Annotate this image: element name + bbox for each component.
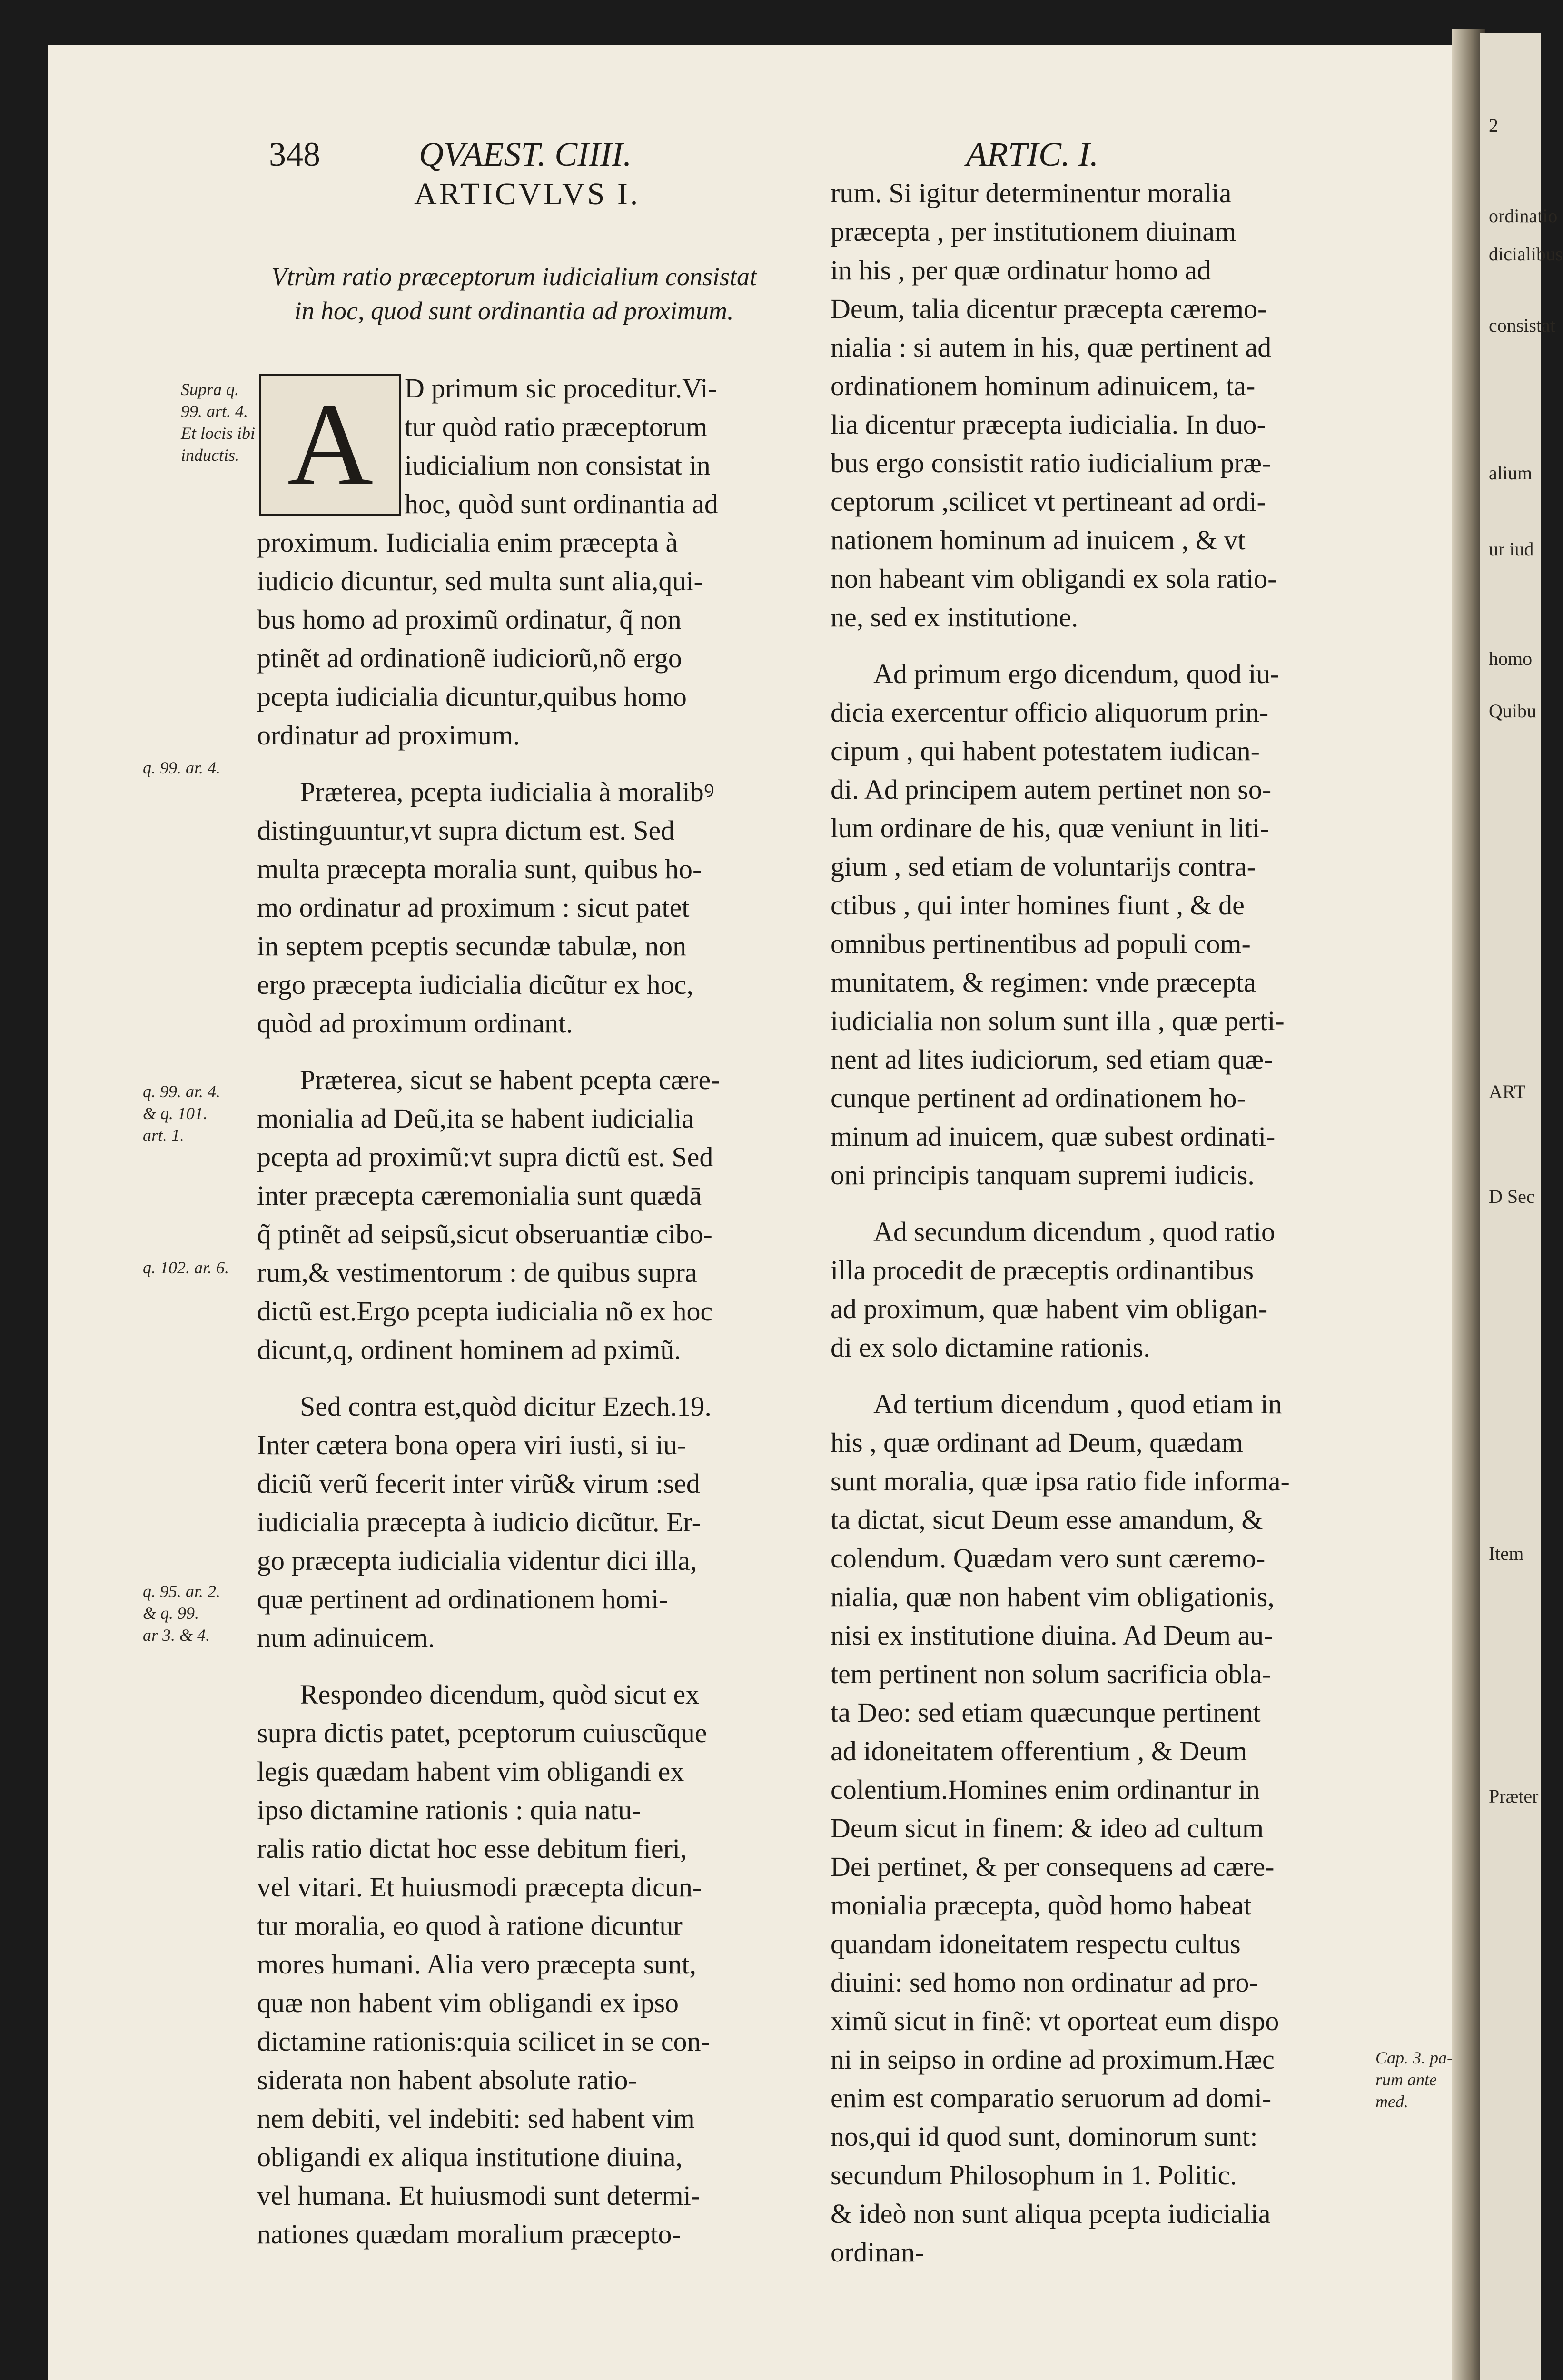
margin-note: q. 95. ar. 2. & q. 99. ar 3. & 4. bbox=[143, 1582, 221, 1645]
article-subtitle: Vtrùm ratio præceptorum iudicialium consistat in hoc, quod sunt ordinantia ad proximum. bbox=[271, 262, 757, 325]
text-line: cunque pertinent ad ordinationem ho- bbox=[831, 1082, 1246, 1113]
text-line: iudicio dicuntur, sed multa sunt alia,qui- bbox=[257, 565, 703, 596]
running-head-left: QVAEST. CIIII. bbox=[419, 135, 632, 173]
text-line: Ad secundum dicendum , quod ratio bbox=[873, 1216, 1276, 1247]
text-line: dictamine rationis:quia scilicet in se con- bbox=[257, 2026, 710, 2057]
text-line: nialia, quæ non habent vim obligationis, bbox=[831, 1581, 1275, 1612]
text-line: Deum sicut in finem: & ideo ad cultum bbox=[831, 1813, 1264, 1844]
facing-page-fragment: ordinatio bbox=[1489, 205, 1558, 227]
text-line: sunt moralia, quæ ipsa ratio fide informa- bbox=[831, 1466, 1290, 1497]
margin-note: Cap. 3. pa- rum ante med. bbox=[1375, 2048, 1453, 2111]
text-line: dicunt,q, ordinent hominem ad pximũ. bbox=[257, 1334, 681, 1365]
text-line: quæ non habent vim obligandi ex ipso bbox=[257, 1987, 679, 2018]
text-line: oni principis tanquam supremi iudicis. bbox=[831, 1160, 1255, 1190]
text-line: ceptorum ,scilicet vt pertineant ad ordi- bbox=[831, 486, 1266, 517]
text-line: vel vitari. Et huiusmodi præcepta dicun- bbox=[257, 1872, 702, 1903]
margin-note: q. 99. ar. 4. bbox=[143, 758, 221, 777]
text-line: ni in seipso in ordine ad proximum.Hæc bbox=[831, 2044, 1275, 2075]
text-line: nationem hominum ad inuicem , & vt bbox=[831, 525, 1246, 555]
text-line: ne, sed ex institutione. bbox=[831, 602, 1078, 633]
text-line: inter præcepta cæremonialia sunt quædā bbox=[257, 1180, 702, 1211]
text-line: quæ pertinent ad ordinationem homi- bbox=[257, 1584, 668, 1615]
text-line: D primum sic proceditur.Vi- bbox=[405, 373, 717, 404]
text-line: ad proximum, quæ habent vim obligan- bbox=[831, 1293, 1268, 1324]
text-line: quòd ad proximum ordinant. bbox=[257, 1008, 573, 1039]
text-line: legis quædam habent vim obligandi ex bbox=[257, 1756, 684, 1787]
text-line: Præterea, pcepta iudicialia à moralibꝰ bbox=[300, 776, 714, 807]
facing-page-fragment: dicialibus bbox=[1489, 243, 1563, 265]
text-line: colendum. Quædam vero sunt cæremo- bbox=[831, 1543, 1266, 1574]
text-line: nent ad lites iudiciorum, sed etiam quæ- bbox=[831, 1044, 1273, 1075]
left-text-column bbox=[257, 369, 800, 2253]
facing-page-fragment: Item bbox=[1489, 1543, 1524, 1564]
text-line: ta dictat, sicut Deum esse amandum, & bbox=[831, 1504, 1263, 1535]
text-line: præcepta , per institutionem diuinam bbox=[831, 216, 1237, 247]
text-line: obligandi ex aliqua institutione diuina, bbox=[257, 2142, 683, 2172]
text-line: ordinationem hominum adinuicem, ta- bbox=[831, 370, 1256, 401]
text-line: supra dictis patet, pceptorum cuiuscũque bbox=[257, 1717, 707, 1748]
text-line: tur moralia, eo quod à ratione dicuntur bbox=[257, 1910, 683, 1941]
text-line: Sed contra est,quòd dicitur Ezech.19. bbox=[300, 1391, 712, 1422]
text-line: monialia præcepta, quòd homo habeat bbox=[831, 1890, 1252, 1921]
text-line: ptinẽt ad ordinationẽ iudiciorũ,nõ ergo bbox=[257, 643, 682, 674]
text-line: diciũ verũ fecerit inter virũ& virum :sed bbox=[257, 1468, 700, 1499]
text-line: iudicialia non solum sunt illa , quæ perti- bbox=[831, 1005, 1285, 1036]
text-line: illa procedit de præceptis ordinantibus bbox=[831, 1255, 1254, 1286]
text-line: nisi ex institutione diuina. Ad Deum au- bbox=[831, 1620, 1273, 1651]
page-number: 348 bbox=[269, 135, 320, 173]
text-line: nationes quædam moralium præcepto- bbox=[257, 2219, 681, 2250]
margin-note: q. 102. ar. 6. bbox=[143, 1258, 229, 1277]
text-line: iudicialia præcepta à iudicio dicũtur. Er- bbox=[257, 1507, 701, 1537]
article-heading: ARTICVLVS I. bbox=[414, 177, 641, 211]
text-line: ordinan- bbox=[831, 2237, 924, 2268]
text-line: ergo præcepta iudicialia dicũtur ex hoc, bbox=[257, 969, 693, 1000]
text-line: tur quòd ratio præceptorum bbox=[405, 411, 708, 442]
text-line: diuini: sed homo non ordinatur ad pro- bbox=[831, 1967, 1258, 1998]
facing-page-fragment: 2 bbox=[1489, 115, 1498, 136]
text-line: distinguuntur,vt supra dictum est. Sed bbox=[257, 815, 675, 846]
text-line: munitatem, & regimen: vnde præcepta bbox=[831, 967, 1256, 998]
text-line: Deum, talia dicentur præcepta cæremo- bbox=[831, 293, 1267, 324]
text-line: minum ad inuicem, quæ subest ordinati- bbox=[831, 1121, 1276, 1152]
text-line: multa præcepta moralia sunt, quibus ho- bbox=[257, 853, 702, 884]
initial-letter: A bbox=[287, 378, 374, 510]
text-line: in septem pceptis secundæ tabulæ, non bbox=[257, 931, 687, 962]
facing-page-fragment: Quibu bbox=[1489, 700, 1536, 722]
text-line: tem pertinent non solum sacrificia obla- bbox=[831, 1658, 1272, 1689]
text-line: ipso dictamine rationis : quia natu- bbox=[257, 1795, 641, 1825]
facing-page-fragment: ART bbox=[1489, 1081, 1526, 1102]
text-line: nem debiti, vel indebiti: sed habent vim bbox=[257, 2103, 695, 2134]
text-line: vel humana. Et huiusmodi sunt determi- bbox=[257, 2180, 701, 2211]
text-line: his , quæ ordinant ad Deum, quædam bbox=[831, 1427, 1243, 1458]
text-line: Ad primum ergo dicendum, quod iu- bbox=[873, 658, 1279, 689]
text-line: ximũ sicut in finẽ: vt oporteat eum dispo bbox=[831, 2005, 1279, 2036]
text-line: enim est comparatio seruorum ad domi- bbox=[831, 2082, 1272, 2113]
text-line: pcepta ad proximũ:vt supra dictũ est. Sed bbox=[257, 1141, 713, 1172]
text-line: proximum. Iudicialia enim præcepta à bbox=[257, 527, 678, 558]
text-line: colentium.Homines enim ordinantur in bbox=[831, 1774, 1260, 1805]
text-line: lia dicentur præcepta iudicialia. In duo- bbox=[831, 409, 1266, 440]
facing-page-fragment: Præter bbox=[1489, 1785, 1539, 1807]
text-line: Respondeo dicendum, quòd sicut ex bbox=[300, 1679, 700, 1710]
facing-page-fragment: consistat bbox=[1489, 315, 1555, 336]
text-line: dicia exercentur officio aliquorum prin- bbox=[831, 697, 1269, 728]
text-line: Ad tertium dicendum , quod etiam in bbox=[873, 1388, 1282, 1419]
text-line: gium , sed etiam de voluntarijs contra- bbox=[831, 851, 1256, 882]
text-line: in his , per quæ ordinatur homo ad bbox=[831, 255, 1211, 286]
text-line: bus ergo consistit ratio iudicialium præ- bbox=[831, 447, 1271, 478]
text-line: quandam idoneitatem respectu cultus bbox=[831, 1928, 1241, 1959]
text-line: rum. Si igitur determinentur moralia bbox=[831, 178, 1232, 208]
facing-page-fragment: ur iud bbox=[1489, 538, 1534, 560]
facing-page-fragment: alium bbox=[1489, 462, 1533, 484]
text-line: cipum , qui habent potestatem iudican- bbox=[831, 735, 1260, 766]
text-line: nialia : si autem in his, quæ pertinent ad bbox=[831, 332, 1272, 363]
text-line: mores humani. Alia vero præcepta sunt, bbox=[257, 1949, 696, 1980]
text-line: ad idoneitatem offerentium , & Deum bbox=[831, 1735, 1247, 1766]
right-text-column bbox=[831, 174, 1364, 2271]
text-line: lum ordinare de his, quæ veniunt in liti- bbox=[831, 813, 1269, 843]
text-line: rum,& vestimentorum : de quibus supra bbox=[257, 1257, 697, 1288]
text-line: hoc, quòd sunt ordinantia ad bbox=[405, 488, 718, 519]
text-line: Dei pertinet, & per consequens ad cære- bbox=[831, 1851, 1275, 1882]
text-line: omnibus pertinentibus ad populi com- bbox=[831, 928, 1251, 959]
text-line: ralis ratio dictat hoc esse debitum fieri, bbox=[257, 1833, 687, 1864]
facing-page-fragment: homo bbox=[1489, 648, 1533, 669]
text-line: q̃ ptinẽt ad seipsũ,sicut obseruantiæ cibo- bbox=[257, 1219, 712, 1250]
text-line: pcepta iudicialia dicuntur,quibus homo bbox=[257, 681, 687, 712]
margin-note: q. 99. ar. 4. & q. 101. art. 1. bbox=[143, 1082, 221, 1145]
facing-page-edge bbox=[1480, 33, 1563, 2380]
text-line: secundum Philosophum in 1. Politic. bbox=[831, 2160, 1237, 2191]
text-line: mo ordinatur ad proximum : sicut patet bbox=[257, 892, 690, 923]
text-line: dictũ est.Ergo pcepta iudicialia nõ ex hoc bbox=[257, 1296, 713, 1327]
facing-page-fragment: D Sec bbox=[1489, 1186, 1535, 1207]
text-line: num adinuicem. bbox=[257, 1622, 435, 1653]
text-line: bus homo ad proximũ ordinatur, q̃ non bbox=[257, 604, 682, 635]
text-line: di. Ad principem autem pertinet non so- bbox=[831, 774, 1272, 805]
text-line: ordinatur ad proximum. bbox=[257, 720, 520, 751]
text-line: Præterea, sicut se habent pcepta cære- bbox=[300, 1064, 720, 1095]
text-line: Inter cætera bona opera viri iusti, si iu- bbox=[257, 1429, 686, 1460]
text-line: ta Deo: sed etiam quæcunque pertinent bbox=[831, 1697, 1261, 1728]
text-line: monialia ad Deũ,ita se habent iudicialia bbox=[257, 1103, 694, 1134]
text-line: iudicialium non consistat in bbox=[405, 450, 711, 481]
text-line: siderata non habent absolute ratio- bbox=[257, 2064, 637, 2095]
text-line: non habeant vim obligandi ex sola ratio- bbox=[831, 563, 1277, 594]
text-line: go præcepta iudicialia videntur dici illa, bbox=[257, 1545, 697, 1576]
margin-note: Supra q. 99. art. 4. Et locis ibi inductis. bbox=[181, 380, 255, 465]
text-line: ctibus , qui inter homines fiunt , & de bbox=[831, 890, 1245, 921]
running-head-right: ARTIC. I. bbox=[966, 135, 1098, 173]
text-line: & ideò non sunt aliqua pcepta iudicialia bbox=[831, 2198, 1271, 2229]
text-line: nos,qui id quod sunt, dominorum sunt: bbox=[831, 2121, 1258, 2152]
text-line: di ex solo dictamine rationis. bbox=[831, 1332, 1150, 1363]
